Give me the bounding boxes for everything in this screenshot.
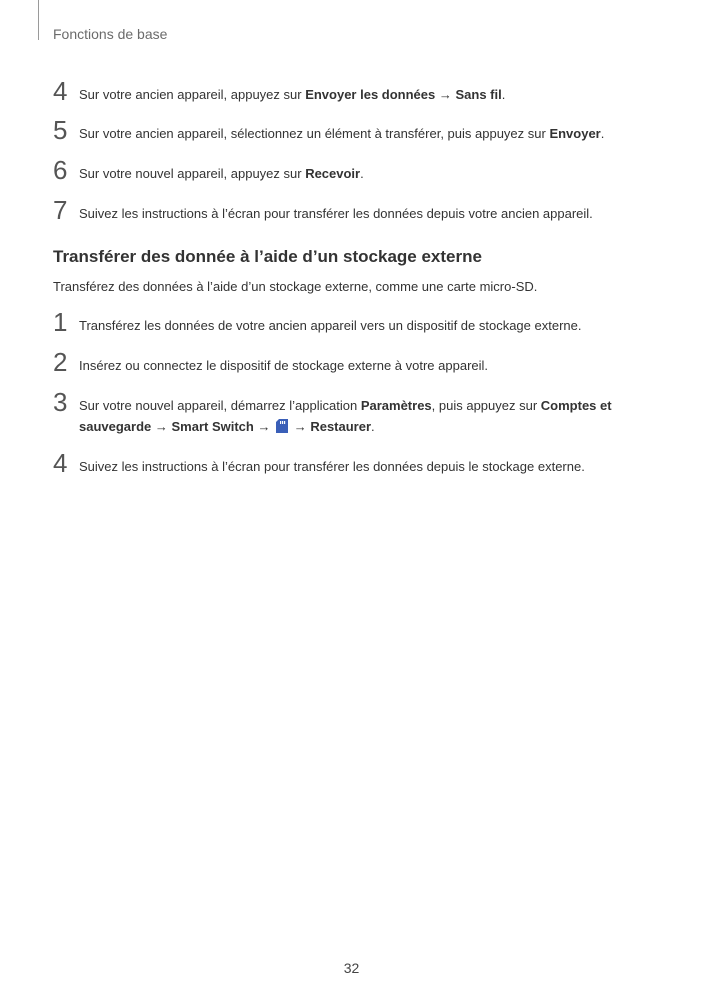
text-segment: Sur votre ancien appareil, sélectionnez un élément à transférer, puis appuyez sur xyxy=(79,126,550,141)
header-rule xyxy=(38,0,39,40)
bold-term: Envoyer xyxy=(549,126,601,141)
header-title: Fonctions de base xyxy=(53,26,168,42)
section-intro: Transférez des données à l’aide d’un stockage externe, comme une carte micro-SD. xyxy=(53,279,538,294)
step-text: Suivez les instructions à l’écran pour transférer les données depuis le stockage externe. xyxy=(79,459,585,474)
text-segment: Sur votre ancien appareil, appuyez sur xyxy=(79,87,306,102)
arrow: → xyxy=(290,419,311,434)
text-segment: Sur votre nouvel appareil, appuyez sur xyxy=(79,166,306,181)
text-segment: . xyxy=(600,126,605,141)
arrow: → xyxy=(435,87,456,102)
text-segment: . xyxy=(501,87,506,102)
sd-card-icon xyxy=(276,418,288,432)
bold-term: Envoyer les données xyxy=(305,87,436,102)
step-number: 4 xyxy=(53,448,68,478)
step-text xyxy=(79,84,649,105)
arrow: → xyxy=(151,419,172,434)
step-number: 1 xyxy=(53,307,68,337)
step-text: Transférez les données de votre ancien appareil vers un dispositif de stockage externe. xyxy=(79,318,582,333)
bold-term: Comptes et sauvegarde xyxy=(79,398,612,434)
text-segment: , puis appuyez sur xyxy=(431,398,541,413)
bold-term: Smart Switch xyxy=(171,419,254,434)
step-number: 3 xyxy=(53,387,68,417)
bold-term: Recevoir xyxy=(305,166,361,181)
step-text xyxy=(79,163,649,184)
bold-term: Restaurer xyxy=(310,419,372,434)
step-text: Suivez les instructions à l’écran pour transférer les données depuis votre ancien appareil. xyxy=(79,206,593,221)
step-number: 2 xyxy=(53,347,68,377)
step-number: 5 xyxy=(53,115,68,145)
step-text xyxy=(79,395,649,437)
text-segment: . xyxy=(360,166,364,181)
bold-term: Sans fil xyxy=(455,87,502,102)
step-text: Insérez ou connectez le dispositif de stockage externe à votre appareil. xyxy=(79,358,489,373)
step-number: 4 xyxy=(53,76,68,106)
text-segment: Sur votre nouvel appareil, démarrez l’application xyxy=(79,398,361,413)
section-title: Transférer des donnée à l’aide d’un stockage externe xyxy=(53,247,482,266)
step-number: 6 xyxy=(53,155,68,185)
arrow: → xyxy=(253,419,275,434)
text-segment: . xyxy=(371,419,375,434)
step-text xyxy=(79,123,649,144)
bold-term: Paramètres xyxy=(360,398,432,413)
page-number: 32 xyxy=(343,960,360,976)
step-number: 7 xyxy=(53,195,68,225)
